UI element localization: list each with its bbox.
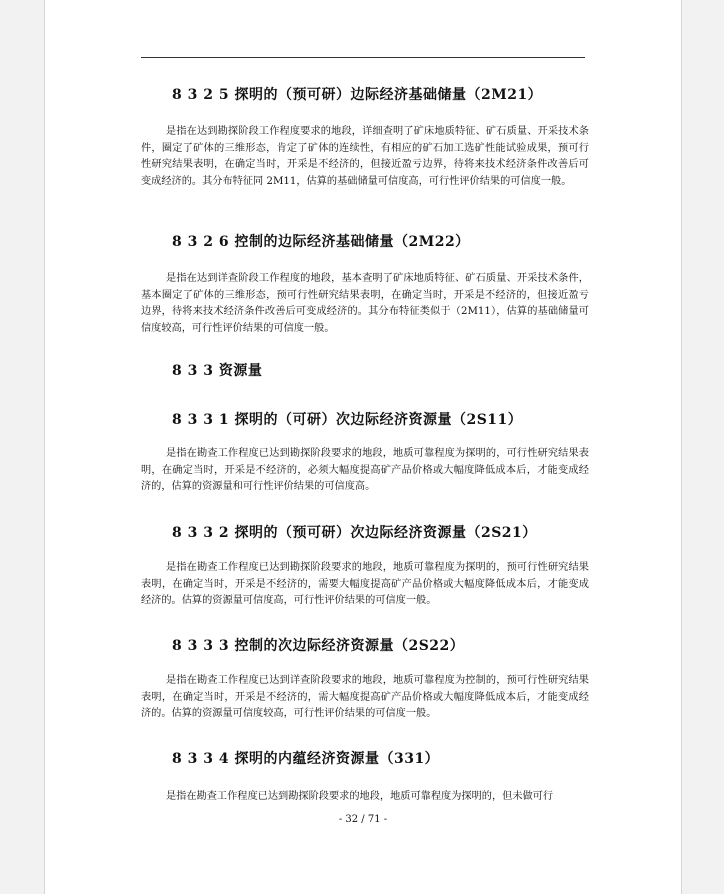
section-paragraph: 是指在达到勘探阶段工作程度要求的地段，详细查明了矿床地质特征、矿石质量、开采技术条件，圈定了矿体的三维形态，肯定了矿体的连续性，有相应的矿石加工选矿性能试验成果，预可行性研究结果表明，在确定当时，开采是不经济的，但接近盈亏边界，待将来技术经济条件改善后可变成经济的。其分布特征同 2M11，估算的基础储量可信度高，可行性评价结果的可信度一般。	[141, 126, 589, 187]
section-heading: 8 3 3 1 探明的（可研）次边际经济资源量（2S11）	[172, 412, 523, 428]
section-heading: 8 3 3 2 探明的（预可研）次边际经济资源量（2S21）	[172, 525, 537, 541]
header-rule	[141, 57, 585, 58]
section-paragraph: 是指在勘查工作程度已达到勘探阶段要求的地段，地质可靠程度为探明的，可行性研究结果表明，在确定当时，开采是不经济的，必须大幅度提高矿产品价格或大幅度降低成本后，才能变成经济的，估算的资源量和可行性评价结果的可信度高。	[141, 448, 589, 492]
section-paragraph: 是指在勘查工作程度已达到详查阶段要求的地段，地质可靠程度为控制的，预可行性研究结果表明，在确定当时，开采是不经济的，需大幅度提高矿产品价格或大幅度降低成本后，才能变成经济的。估算的资源量可信度较高，可行性评价结果的可信度一般。	[141, 675, 589, 719]
page-number: - 32 / 71 -	[338, 814, 388, 825]
section-heading: 8 3 2 6 控制的边际经济基础储量（2M22）	[172, 234, 470, 250]
section-paragraph: 是指在达到详查阶段工作程度的地段，基本查明了矿床地质特征、矿石质量、开采技术条件，基本圈定了矿体的三维形态，预可行性研究结果表明，在确定当时，开采是不经济的，但接近盈亏边界，待将来技术经济条件改善后可变成经济的。其分布特征类似于（2M11），估算的基础储量可信度较高，可行性评价结果的可信度一般。	[141, 273, 589, 334]
section-paragraph: 是指在勘查工作程度已达到勘探阶段要求的地段，地质可靠程度为探明的，预可行性研究结果表明，在确定当时，开采是不经济的，需要大幅度提高矿产品价格或大幅度降低成本后，才能变成经济的。估算的资源量可信度高，可行性评价结果的可信度一般。	[141, 562, 589, 606]
section-paragraph: 是指在勘查工作程度已达到勘探阶段要求的地段，地质可靠程度为探明的，但未做可行	[166, 791, 554, 802]
section-heading: 8 3 3 3 控制的次边际经济资源量（2S22）	[172, 638, 465, 654]
section-heading: 8 3 3 4 探明的内蕴经济资源量（331）	[172, 751, 440, 767]
section-heading: 8 3 2 5 探明的（预可研）边际经济基础储量（2M21）	[172, 87, 543, 103]
section-heading: 8 3 3 资源量	[172, 363, 263, 379]
document-page	[44, 0, 682, 894]
